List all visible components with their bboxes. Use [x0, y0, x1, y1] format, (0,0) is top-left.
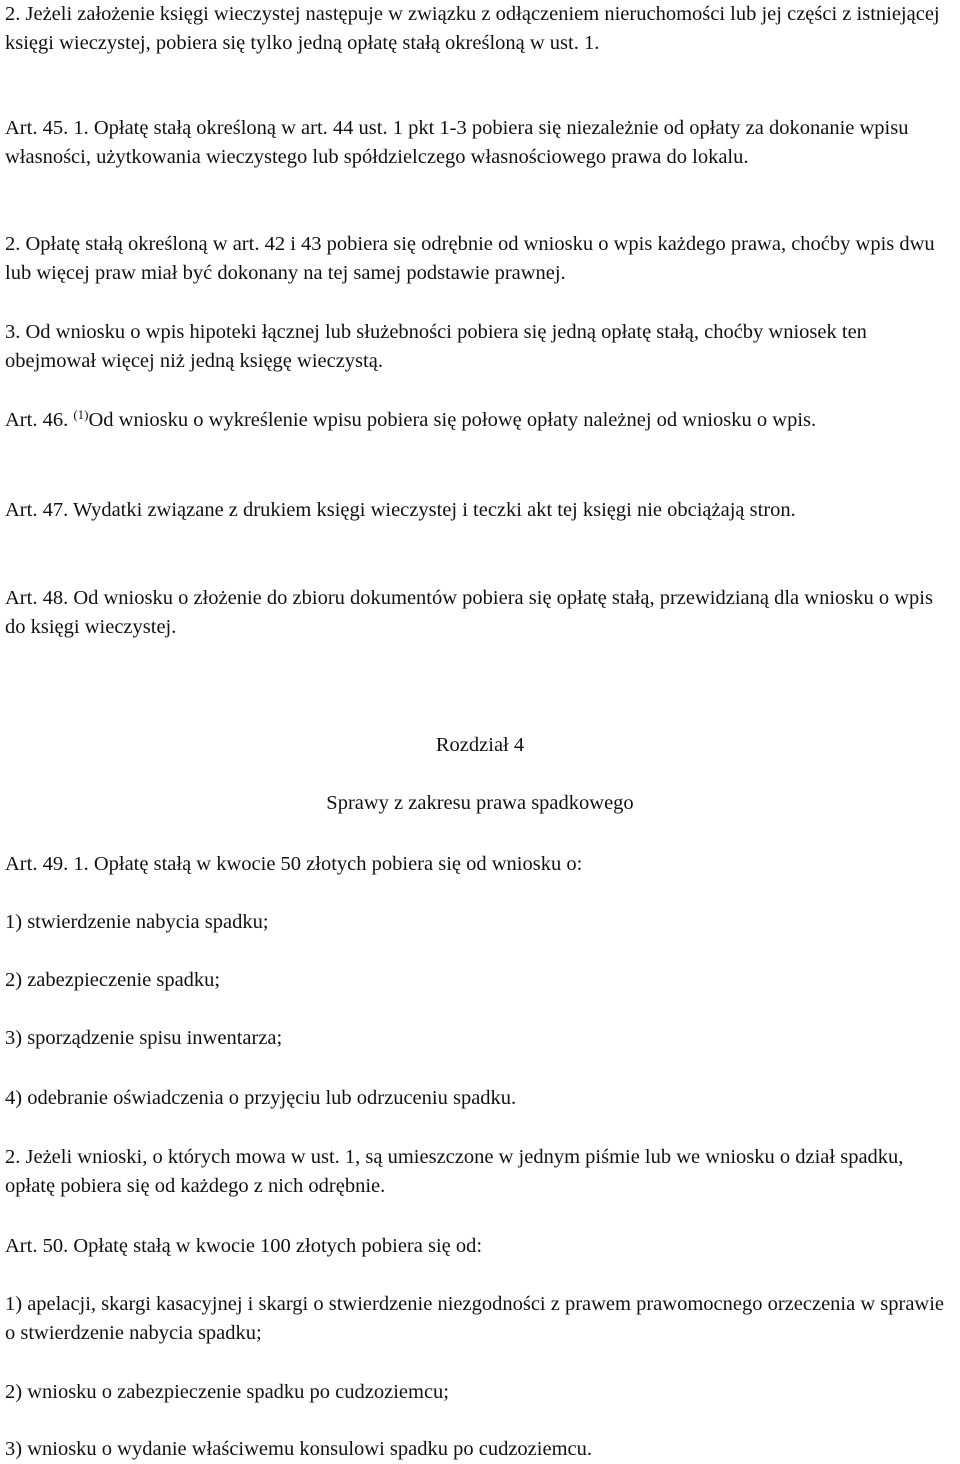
paragraph-art45-ust3: 3. Od wniosku o wpis hipoteki łącznej lub służebności pobiera się jedną opłatę stałą, choćby wniosek ten obejmował więcej niż jedną księgę wieczystą. [5, 321, 867, 372]
list-item-art49-3: 3) sporządzenie spisu inwentarza; [5, 1027, 283, 1049]
list-item-art50-2: 2) wniosku o zabezpieczenie spadku po cudzoziemcu; [5, 1381, 449, 1403]
paragraph-art49-ust2: 2. Jeżeli wnioski, o których mowa w ust. 1, są umieszczone w jednym piśmie lub we wniosku o dział spadku, opłatę pobiera się od każdego z nich odrębnie. [5, 1146, 904, 1197]
paragraph-art46 [5, 406, 955, 435]
list-item-art49-2: 2) zabezpieczenie spadku; [5, 969, 221, 991]
paragraph-art50: Art. 50. Opłatę stałą w kwocie 100 złotych pobiera się od: [5, 1235, 483, 1257]
paragraph-art44-ust2: 2. Jeżeli założenie księgi wieczystej następuje w związku z odłączeniem nieruchomości lub jej części z istniejącej księgi wieczystej, pobiera się tylko jedną opłatę stałą określoną w ust. 1. [5, 3, 940, 54]
chapter-number: Rozdział 4 [435, 734, 525, 756]
paragraph-art45-ust1: Art. 45. 1. Opłatę stałą określoną w art. 44 ust. 1 pkt 1-3 pobiera się niezależnie od opłaty za dokonanie wpisu własności, użytkowania wieczystego lub spółdzielczego własnościowego prawa do lokalu. [5, 117, 909, 168]
list-item-art49-4: 4) odebranie oświadczenia o przyjęciu lub odrzuceniu spadku. [5, 1087, 517, 1109]
paragraph-art48: Art. 48. Od wniosku o złożenie do zbioru dokumentów pobiera się opłatę stałą, przewidzianą dla wniosku o wpis do księgi wieczystej. [5, 587, 933, 638]
list-item-art49-1: 1) stwierdzenie nabycia spadku; [5, 911, 269, 933]
art46-text: Od wniosku o wykreślenie wpisu pobiera się połowę opłaty należnej od wniosku o wpis. [88, 409, 817, 431]
paragraph-art47: Art. 47. Wydatki związane z drukiem księgi wieczystej i teczki akt tej księgi nie obciążają stron. [5, 499, 796, 521]
list-item-art50-3: 3) wniosku o wydanie właściwemu konsulowi spadku po cudzoziemcu. [5, 1438, 592, 1460]
chapter-title: Sprawy z zakresu prawa spadkowego [326, 792, 634, 814]
art46-footnote-marker: (1) [73, 407, 89, 422]
art46-prefix: Art. 46. [5, 409, 69, 431]
paragraph-art45-ust2: 2. Opłatę stałą określoną w art. 42 i 43 pobiera się odrębnie od wniosku o wpis każdego prawa, choćby wpis dwu lub więcej praw miał być dokonany na tej samej podstawie prawnej. [5, 233, 935, 284]
paragraph-art49-ust1: Art. 49. 1. Opłatę stałą w kwocie 50 złotych pobiera się od wniosku o: [5, 853, 583, 875]
list-item-art50-1: 1) apelacji, skargi kasacyjnej i skargi o stwierdzenie niezgodności z prawem prawomocnego orzeczenia w sprawie o stwierdzenie nabycia spadku; [5, 1293, 945, 1344]
